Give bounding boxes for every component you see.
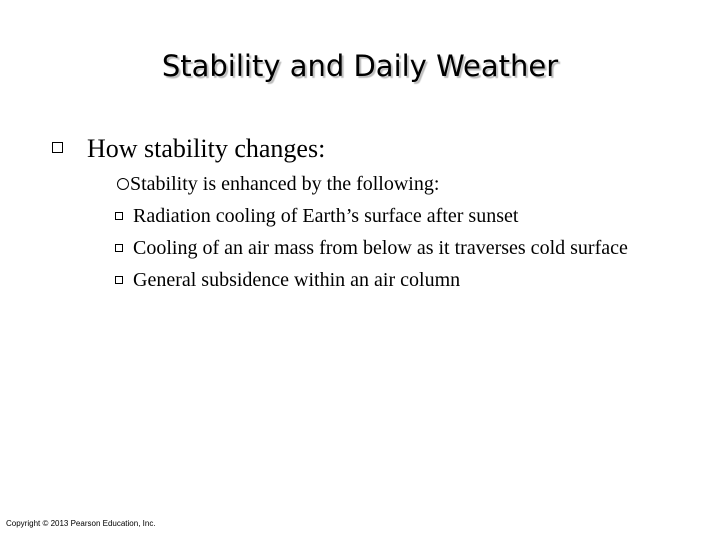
bullet-level-3-item: General subsidence within an air column bbox=[133, 269, 461, 291]
copyright-footer: Copyright © 2013 Pearson Education, Inc. bbox=[6, 519, 156, 528]
bullet-level-3-item: Cooling of an air mass from below as it traverses cold surface bbox=[133, 237, 628, 259]
bullet-level-2: Stability is enhanced by the following: bbox=[130, 173, 440, 195]
small-square-bullet-icon bbox=[115, 276, 123, 284]
bullet-level-3-item: Radiation cooling of Earth’s surface after sunset bbox=[133, 205, 519, 227]
slide-title: Stability and Daily Weather bbox=[161, 49, 559, 83]
square-bullet-icon bbox=[52, 142, 63, 153]
small-square-bullet-icon bbox=[115, 212, 123, 220]
circle-bullet-icon bbox=[117, 178, 129, 190]
small-square-bullet-icon bbox=[115, 244, 123, 252]
bullet-level-1: How stability changes: bbox=[87, 134, 326, 163]
